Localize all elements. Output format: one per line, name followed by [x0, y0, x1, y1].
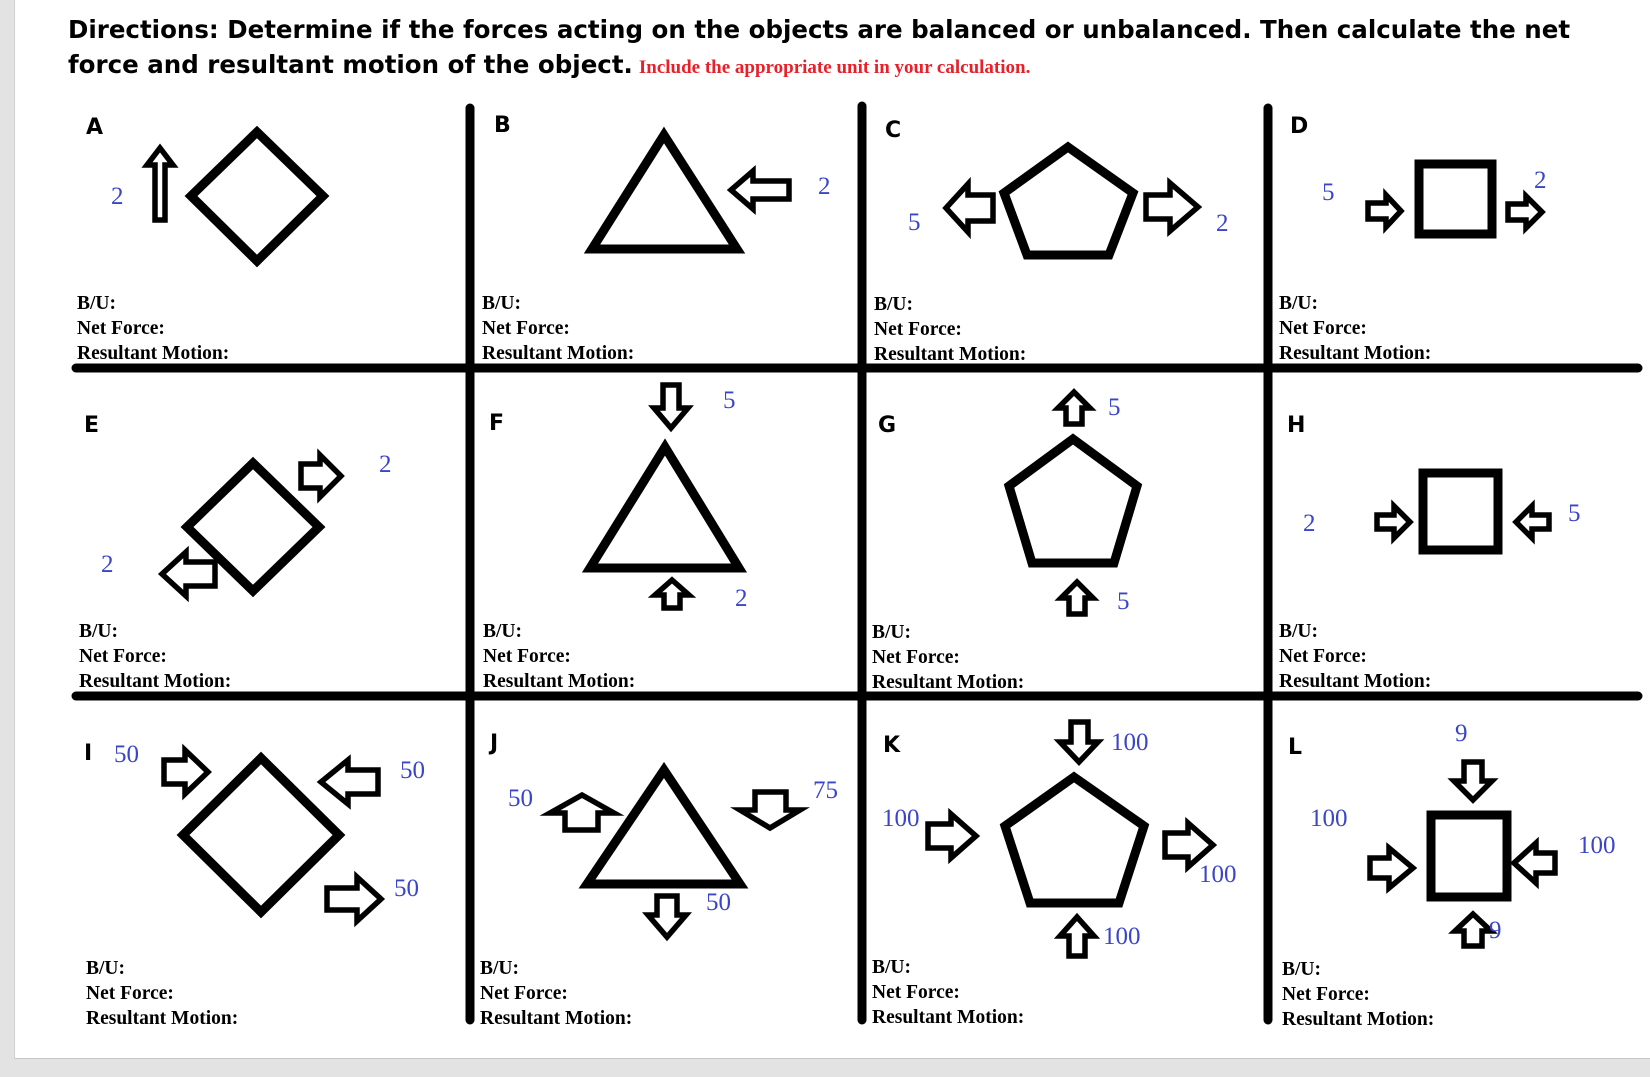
- bu-label: B/U:: [1282, 959, 1321, 980]
- arrow-left-icon: [731, 171, 789, 209]
- arrow-up-icon: [1455, 914, 1491, 946]
- force-value: 2: [1303, 510, 1316, 537]
- arrow-right-icon: [1146, 183, 1198, 231]
- force-value: 2: [1216, 210, 1229, 237]
- force-value: 50: [400, 757, 425, 784]
- force-value: 5: [1322, 179, 1335, 206]
- problem-e: [79, 413, 392, 692]
- arrow-left-icon: [321, 760, 378, 804]
- force-value: 50: [508, 785, 533, 812]
- arrow-up-icon: [1061, 582, 1093, 614]
- force-value: 2: [101, 551, 114, 578]
- problem-d: [1279, 114, 1547, 364]
- problem-label: G: [878, 413, 897, 438]
- problem-label: C: [885, 118, 902, 143]
- unit-note: Include the appropriate unit in your calculation.: [638, 57, 1031, 78]
- arrow-down-icon: [1454, 762, 1492, 800]
- arrow-left-icon: [946, 184, 993, 232]
- net-force-label: Net Force:: [77, 318, 165, 339]
- arrow-up-icon: [1058, 392, 1090, 424]
- arrow-left-icon: [162, 552, 215, 596]
- bu-label: B/U:: [1279, 293, 1318, 314]
- net-force-label: Net Force:: [872, 982, 960, 1003]
- net-force-label: Net Force:: [1279, 646, 1367, 667]
- force-value: 50: [114, 741, 139, 768]
- arrow-down-icon: [1060, 722, 1098, 762]
- net-force-label: Net Force:: [1279, 318, 1367, 339]
- force-value: 100: [1103, 923, 1141, 950]
- resultant-motion-label: Resultant Motion:: [1282, 1009, 1435, 1030]
- resultant-motion-label: Resultant Motion:: [480, 1008, 633, 1029]
- net-force-label: Net Force:: [874, 319, 962, 340]
- bu-label: B/U:: [872, 622, 911, 643]
- force-value: 5: [1568, 500, 1581, 527]
- problem-k: [872, 722, 1237, 1028]
- directions-text: Directions: Determine if the forces acting on the objects are balanced or unbalanced. Then calculate the net force and resultant motion of the object.: [68, 15, 1571, 79]
- bu-label: B/U:: [872, 957, 911, 978]
- force-value: 5: [723, 387, 736, 414]
- force-value: 9: [1455, 720, 1468, 747]
- problem-b: [482, 113, 831, 364]
- arrow-right-icon: [327, 877, 381, 921]
- resultant-motion-label: Resultant Motion:: [872, 672, 1025, 693]
- net-force-label: Net Force:: [482, 318, 570, 339]
- bu-label: B/U:: [86, 958, 125, 979]
- arrow-right-icon: [301, 455, 341, 497]
- problem-label: H: [1287, 413, 1306, 438]
- bu-label: B/U:: [79, 621, 118, 642]
- pentagon-object: [1009, 439, 1137, 563]
- arrow-up-icon: [1060, 917, 1094, 956]
- force-value: 100: [1111, 729, 1149, 756]
- force-value: 5: [1117, 588, 1130, 615]
- force-value: 50: [394, 875, 419, 902]
- problem-label: K: [883, 733, 901, 758]
- net-force-label: Net Force:: [480, 983, 568, 1004]
- diamond-object: [183, 758, 339, 912]
- problem-label: F: [489, 411, 505, 436]
- triangle-object: [590, 447, 739, 568]
- resultant-motion-label: Resultant Motion:: [86, 1008, 239, 1029]
- arrow-right-icon: [164, 750, 208, 794]
- diamond-object: [191, 132, 323, 261]
- problem-label: L: [1288, 735, 1303, 760]
- arrow-up-icon: [655, 580, 689, 608]
- net-force-label: Net Force:: [872, 647, 960, 668]
- triangle-object: [592, 135, 737, 249]
- resultant-motion-label: Resultant Motion:: [483, 671, 636, 692]
- problem-g: [872, 392, 1137, 693]
- square-object: [1419, 164, 1492, 234]
- resultant-motion-label: Resultant Motion:: [79, 671, 232, 692]
- arrow-left-icon: [1514, 843, 1555, 883]
- bu-label: B/U:: [874, 294, 913, 315]
- problem-label: D: [1290, 114, 1309, 139]
- net-force-label: Net Force:: [86, 983, 174, 1004]
- force-value: 50: [706, 889, 731, 916]
- force-value: 9: [1489, 917, 1502, 944]
- square-object: [1431, 815, 1507, 897]
- bu-label: B/U:: [480, 958, 519, 979]
- force-value: 5: [1108, 394, 1121, 421]
- force-value: 100: [1199, 861, 1237, 888]
- force-value: 100: [882, 805, 920, 832]
- problem-label: I: [84, 741, 93, 766]
- problem-c: [874, 118, 1229, 365]
- force-value: 100: [1310, 805, 1348, 832]
- problem-l: [1282, 720, 1616, 1030]
- bu-label: B/U:: [482, 293, 521, 314]
- force-value: 2: [818, 173, 831, 200]
- triangle-object: [587, 770, 740, 884]
- bu-label: B/U:: [483, 621, 522, 642]
- resultant-motion-label: Resultant Motion:: [482, 343, 635, 364]
- net-force-label: Net Force:: [79, 646, 167, 667]
- problem-a: [77, 115, 323, 364]
- arrow-left-icon: [1516, 506, 1549, 538]
- net-force-label: Net Force:: [1282, 984, 1370, 1005]
- net-force-label: Net Force:: [483, 646, 571, 667]
- force-value: 2: [111, 183, 124, 210]
- force-value: 75: [813, 777, 838, 804]
- problem-f: [483, 385, 748, 692]
- arrow-right-icon: [1508, 196, 1542, 228]
- resultant-motion-label: Resultant Motion:: [77, 343, 230, 364]
- force-value: 2: [379, 451, 392, 478]
- problem-h: [1279, 413, 1581, 692]
- arrow-right-icon: [1370, 848, 1413, 888]
- resultant-motion-label: Resultant Motion:: [1279, 343, 1432, 364]
- problem-j: [480, 731, 838, 1029]
- bu-label: B/U:: [1279, 621, 1318, 642]
- resultant-motion-label: Resultant Motion:: [874, 344, 1027, 365]
- force-value: 5: [908, 209, 921, 236]
- arrow-down-icon: [740, 792, 800, 828]
- problem-label: B: [494, 113, 511, 138]
- force-value: 100: [1578, 832, 1616, 859]
- square-object: [1423, 473, 1498, 550]
- arrow-right-icon: [1377, 506, 1410, 538]
- problem-label: E: [84, 413, 100, 438]
- resultant-motion-label: Resultant Motion:: [872, 1007, 1025, 1028]
- problem-i: [84, 741, 425, 1029]
- pentagon-object: [1004, 147, 1133, 255]
- arrow-up-icon: [550, 795, 614, 830]
- problem-label: A: [86, 115, 104, 140]
- resultant-motion-label: Resultant Motion:: [1279, 671, 1432, 692]
- force-value: 2: [735, 585, 748, 612]
- arrow-down-icon: [654, 385, 688, 428]
- problem-label: J: [490, 731, 499, 756]
- pentagon-object: [1005, 777, 1144, 903]
- force-value: 2: [1534, 167, 1547, 194]
- arrow-down-icon: [648, 896, 686, 937]
- bu-label: B/U:: [77, 293, 116, 314]
- arrow-up-icon: [147, 148, 173, 220]
- arrow-right-icon: [1368, 195, 1401, 227]
- arrow-right-icon: [928, 814, 976, 858]
